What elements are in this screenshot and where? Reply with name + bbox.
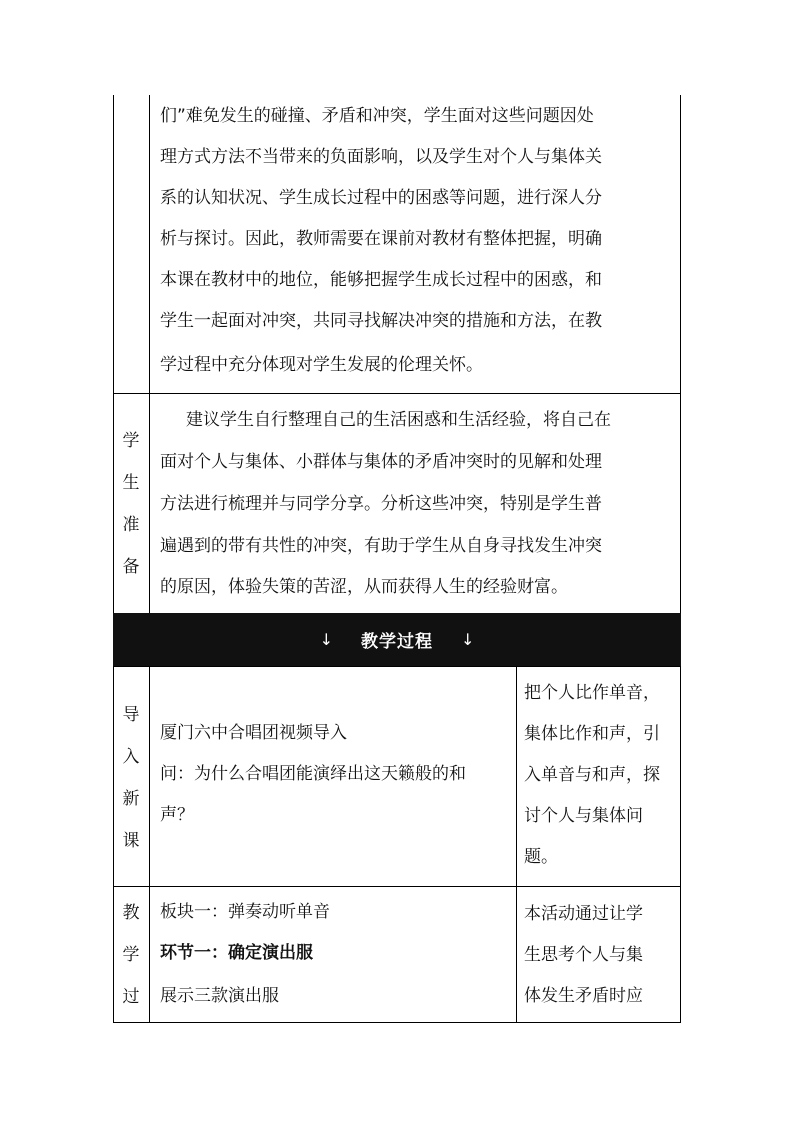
label-char: 教	[122, 903, 140, 923]
table-right-border	[680, 95, 681, 1023]
section1-line: 理方式方法不当带来的负面影响，以及学生对个人与集体关	[160, 147, 602, 167]
label-column-divider-bottom	[149, 666, 150, 1023]
row-divider-3	[113, 666, 681, 667]
label-column-divider-top	[149, 95, 150, 613]
row-divider-1	[113, 393, 681, 394]
label-char: 生	[122, 473, 140, 493]
label-char: 学	[122, 945, 140, 965]
intro-line: 问：为什么合唱团能演绎出这天籁般的和	[160, 764, 466, 784]
intro-note-line: 讨个人与集体问	[524, 806, 643, 826]
teaching-note-line: 本活动通过让学	[524, 904, 643, 924]
intro-line: 厦门六中合唱团视频导入	[160, 723, 347, 743]
label-char: 备	[122, 557, 140, 577]
note-column-divider	[516, 666, 517, 1023]
table-bottom-border	[113, 1022, 681, 1023]
intro-line: 声？	[160, 805, 194, 825]
section1-line: 本课在教材中的地位，能够把握学生成长过程中的困惑，和	[160, 270, 602, 290]
teaching-step-heading: 环节一：确定演出服	[160, 943, 313, 963]
label-char: 学	[122, 431, 140, 451]
student-prep-label	[113, 420, 149, 588]
label-char: 导	[122, 705, 140, 725]
arrow-down-icon: ↓	[319, 630, 333, 649]
intro-note-line: 集体比作和声，引	[524, 724, 660, 744]
section1-line: 系的认知状况、学生成长过程中的困惑等问题，进行深人分	[160, 188, 602, 208]
teaching-line: 展示三款演出服	[160, 986, 279, 1006]
student-prep-line: 方法进行梳理并与同学分享。分析这些冲突，特别是学生普	[160, 494, 602, 514]
student-prep-line: 遍遇到的带有共性的冲突，有助于学生从自身寻找发生冲突	[160, 536, 602, 556]
intro-note-line: 把个人比作单音，	[524, 683, 660, 703]
section1-line: 学生一起面对冲突，共同寻找解决冲突的措施和方法，在教	[160, 311, 602, 331]
label-char: 过	[122, 987, 140, 1007]
label-char: 课	[122, 831, 140, 851]
student-prep-line: 面对个人与集体、小群体与集体的矛盾冲突时的见解和处理	[160, 452, 602, 472]
student-prep-line: 建议学生自行整理自己的生活困惑和生活经验，将自己在	[186, 410, 611, 430]
label-char: 新	[122, 789, 140, 809]
arrow-down-icon: ↓	[461, 630, 475, 649]
label-char: 准	[122, 515, 140, 535]
teaching-note-line: 生思考个人与集	[524, 945, 643, 965]
student-prep-line: 的原因，体验失策的苦涩，从而获得人生的经验财富。	[160, 577, 568, 597]
section1-line: 学过程中充分体现对学生发展的伦理关怀。	[160, 355, 483, 375]
teaching-note-line: 体发生矛盾时应	[524, 986, 643, 1006]
row-divider-4	[113, 886, 681, 887]
teaching-process-title: 教学过程	[361, 632, 433, 652]
teaching-line: 板块一：弹奏动听单音	[160, 902, 330, 922]
section1-line: 们”难免发生的碰撞、矛盾和冲突，学生面对这些问题因处	[160, 106, 594, 126]
intro-note-line: 入单音与和声，探	[524, 765, 660, 785]
teaching-label	[113, 892, 149, 1018]
teaching-process-header	[113, 613, 681, 666]
section1-line: 析与探讨。因此，教师需要在课前对教材有整体把握，明确	[160, 229, 602, 249]
label-char: 入	[122, 747, 140, 767]
intro-note-line: 题。	[524, 847, 558, 867]
intro-label	[113, 694, 149, 862]
